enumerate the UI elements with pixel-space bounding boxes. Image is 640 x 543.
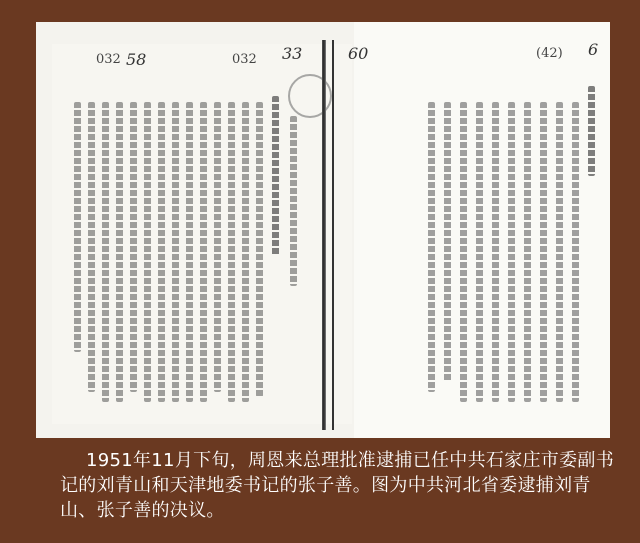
text-column: [88, 102, 95, 392]
text-column: [460, 102, 467, 402]
left-page-number: 032: [96, 52, 121, 67]
text-column: [102, 102, 109, 402]
text-column: [524, 102, 531, 402]
page-fold: [322, 40, 326, 430]
text-column: [572, 102, 579, 402]
text-column: [214, 102, 221, 392]
text-column: [556, 102, 563, 402]
text-column: [428, 102, 435, 392]
text-column: [74, 102, 81, 352]
text-column: [588, 86, 595, 176]
text-column: [116, 102, 123, 402]
text-column: [540, 102, 547, 402]
text-column: [158, 102, 165, 402]
text-column: [130, 102, 137, 392]
text-column: [492, 102, 499, 402]
text-column: [256, 102, 263, 397]
text-column: [444, 102, 451, 382]
text-column: [172, 102, 179, 402]
page-fold-line: [332, 40, 334, 430]
text-column: [290, 116, 297, 286]
text-column: [476, 102, 483, 402]
right-page-number: (42): [536, 46, 563, 61]
right-handwritten-number: 60: [348, 44, 369, 63]
left-handwritten-number: 58: [126, 50, 147, 69]
text-column: [242, 102, 249, 402]
center-page-number: 032: [232, 52, 257, 67]
text-column: [144, 102, 151, 402]
text-column: [186, 102, 193, 402]
text-column: [200, 102, 207, 402]
heading-column: [272, 96, 279, 256]
far-right-handwritten-number: 6: [588, 40, 599, 59]
text-column: [228, 102, 235, 402]
text-column: [508, 102, 515, 402]
document-photo: [36, 22, 610, 438]
center-handwritten-number: 33: [282, 44, 303, 63]
photo-caption: 1951年11月下旬，周恩来总理批准逮捕已任中共石家庄市委副书记的刘青山和天津地委书记的张子善。图为中共河北省委逮捕刘青山、张子善的决议。: [60, 450, 615, 521]
